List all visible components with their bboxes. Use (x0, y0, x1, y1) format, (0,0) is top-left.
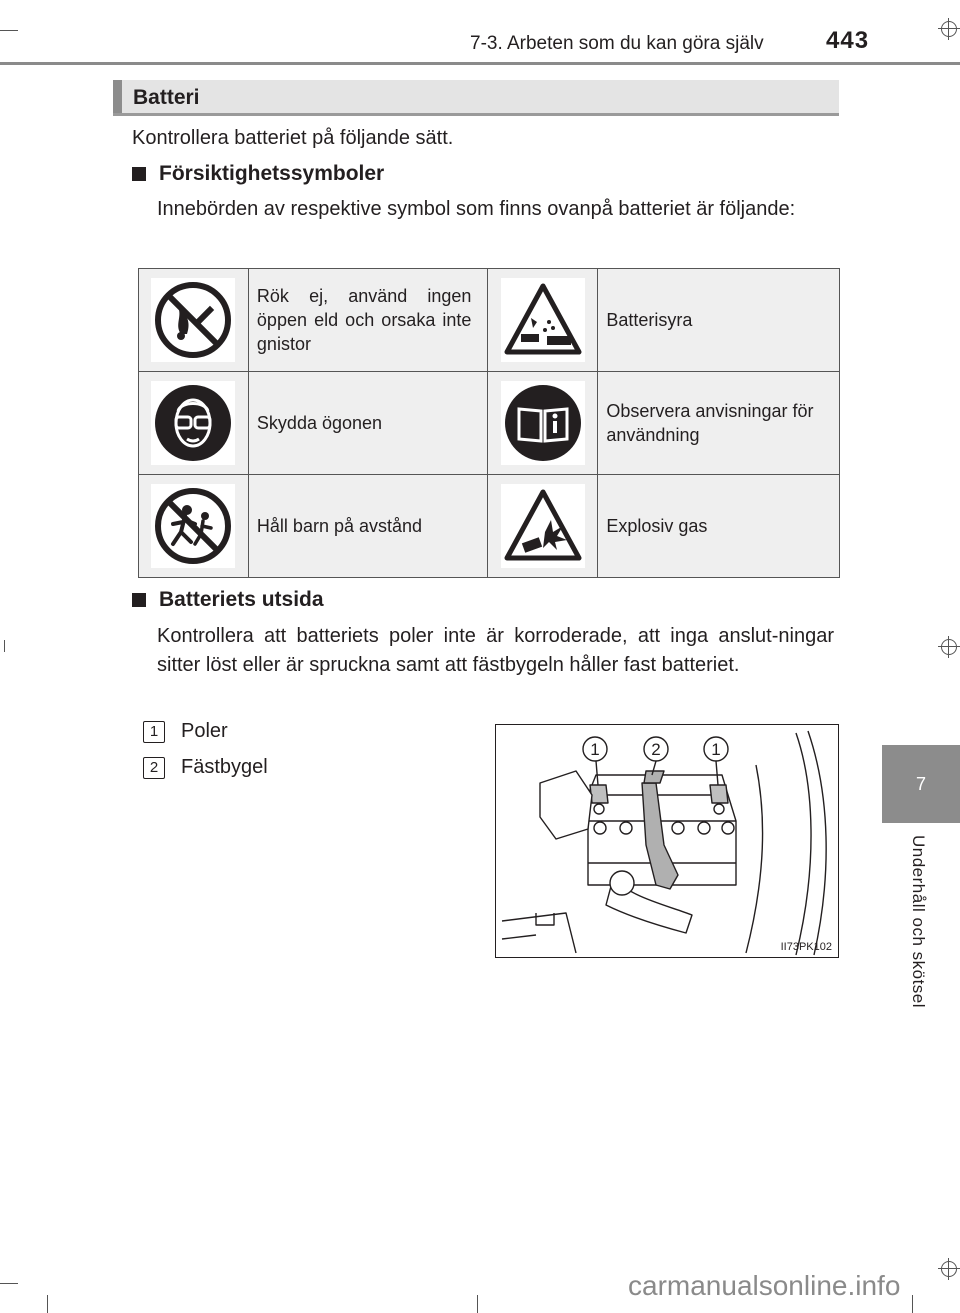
symbol-label: Explosiv gas (598, 475, 840, 578)
watermark: carmanualsonline.info (628, 1270, 901, 1301)
section-path: 7-3. Arbeten som du kan göra själv (470, 33, 764, 54)
table-row (139, 372, 840, 475)
callout-number: 1 (711, 740, 721, 759)
symbols-description: Innebörden av respektive symbol som finns ovanpå batteriet är följande: (157, 198, 796, 220)
symbol-label: Rök ej, använd ingen öppen eld och orsaka inte gnistor (248, 269, 488, 372)
crop-mark (4, 640, 5, 652)
callout-badge: 1 (143, 721, 165, 743)
registration-mark (938, 1258, 960, 1280)
callout-number: 2 (651, 740, 661, 759)
page-header (0, 0, 960, 64)
read-manual-icon (501, 381, 585, 465)
symbols-heading (132, 162, 384, 186)
figure-code: II73PK102 (780, 941, 832, 953)
chapter-title: Underhåll och skötsel (909, 835, 928, 1009)
crop-mark (0, 1283, 18, 1284)
symbol-label: Batterisyra (598, 269, 840, 372)
exterior-description: Kontrollera att batteriets poler inte är korroderade, att inga anslut-ningar sitter löst eller är spruckna samt att fästbygeln håller fast batteriet. (157, 625, 834, 676)
page-number: 443 (826, 27, 870, 54)
crop-mark (477, 1295, 478, 1313)
registration-mark (938, 636, 960, 658)
no-smoking-icon (151, 278, 235, 362)
keep-children-away-icon (151, 484, 235, 568)
legend-item (143, 756, 268, 779)
callout-number: 1 (590, 740, 600, 759)
symbol-label: Skydda ögonen (248, 372, 488, 475)
symbol-label: Håll barn på avstånd (248, 475, 488, 578)
symbol-label: Observera anvisningar för användning (598, 372, 840, 475)
section-accent (113, 80, 122, 113)
chapter-tab (882, 745, 960, 823)
symbol-icon-cell (139, 269, 249, 372)
header-rule (0, 62, 960, 65)
battery-drawing (496, 725, 838, 957)
chapter-number: 7 (915, 773, 926, 794)
symbol-icon-cell (488, 475, 598, 578)
table-row (139, 475, 840, 578)
symbol-icon-cell (488, 372, 598, 475)
callout-badge: 2 (143, 757, 165, 779)
symbol-icon-cell (139, 475, 249, 578)
battery-acid-icon (501, 278, 585, 362)
intro-text: Kontrollera batteriet på följande sätt. (132, 127, 454, 149)
table-row (139, 269, 840, 372)
symbols-heading-text: Försiktighetssymboler (159, 162, 385, 185)
legend-item (143, 720, 228, 743)
section-title: Batteri (133, 86, 200, 109)
legend-label: Poler (181, 720, 228, 742)
section-heading-bar (113, 80, 839, 116)
explosive-gas-icon (501, 484, 585, 568)
crop-mark (912, 1295, 913, 1313)
symbol-icon-cell (139, 372, 249, 475)
symbol-icon-cell (488, 269, 598, 372)
eye-protection-icon (151, 381, 235, 465)
square-bullet-icon (132, 593, 146, 607)
exterior-heading-text: Batteriets utsida (159, 588, 324, 611)
symbols-table (138, 268, 840, 578)
crop-mark (47, 1295, 48, 1313)
legend-label: Fästbygel (181, 756, 268, 778)
square-bullet-icon (132, 167, 146, 181)
battery-illustration (495, 724, 839, 958)
exterior-heading (132, 588, 324, 612)
